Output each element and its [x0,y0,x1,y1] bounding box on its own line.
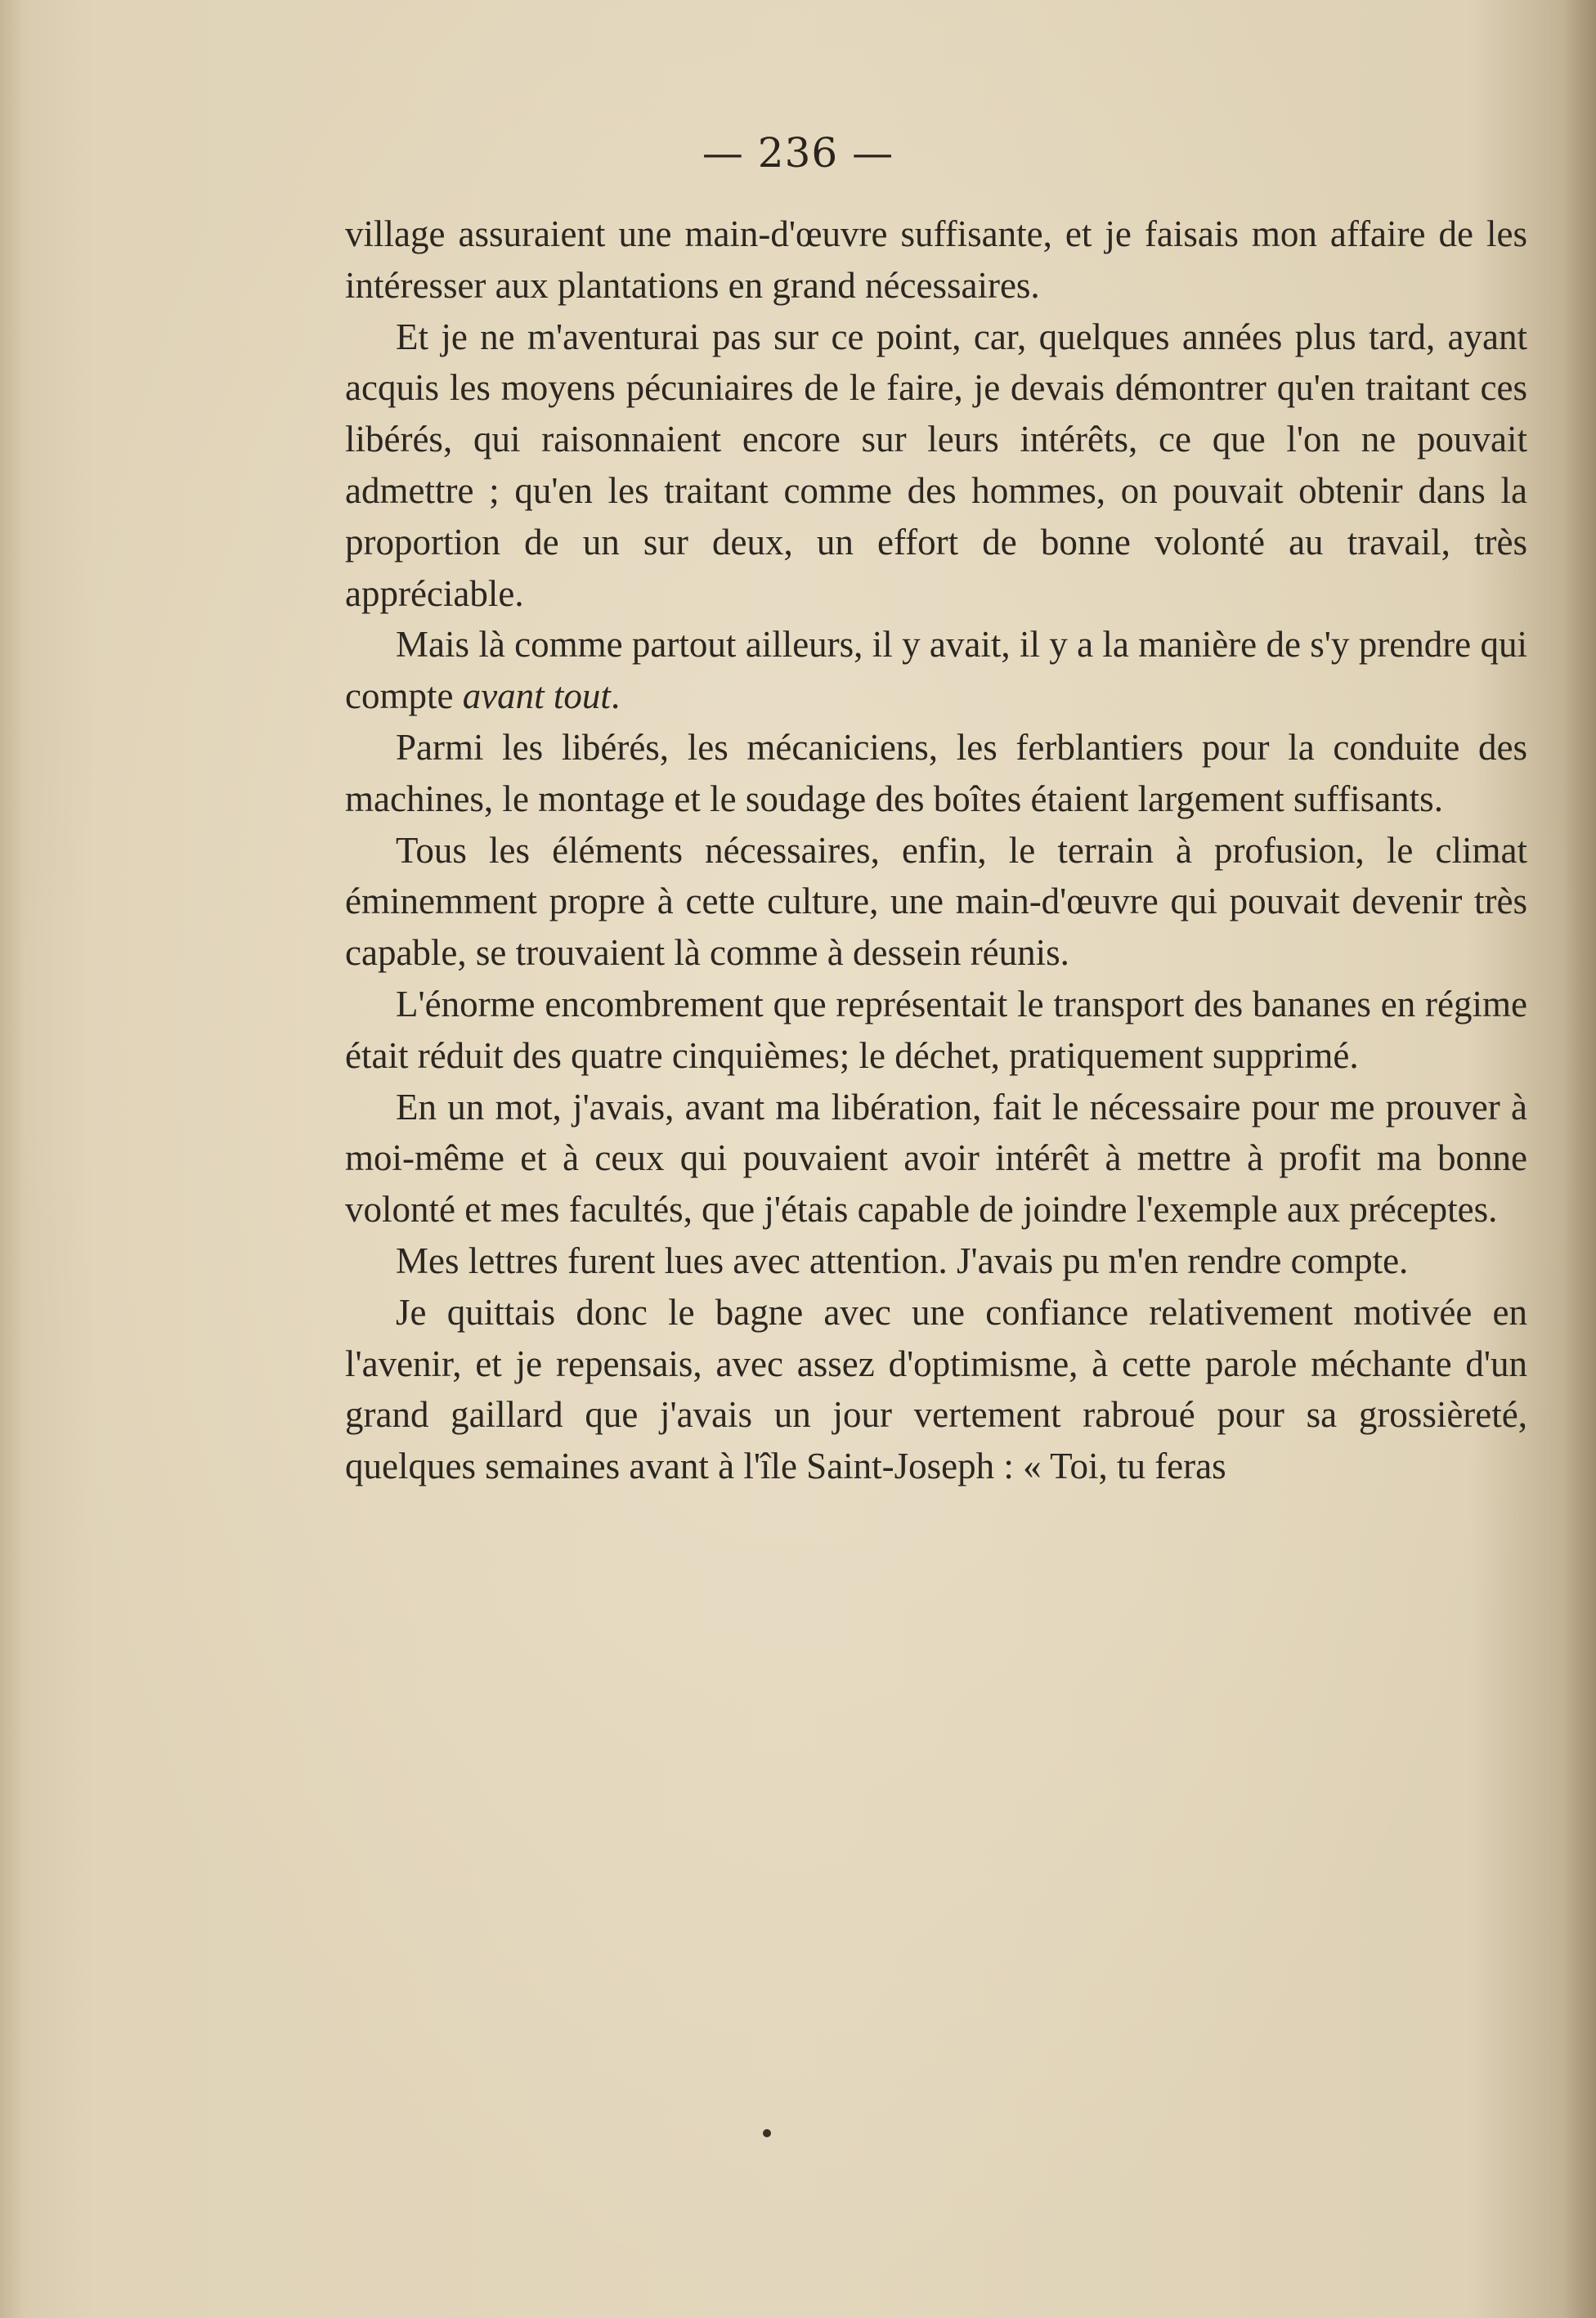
paragraph-6: L'énorme encombrement que représentait le transport des bananes en régime était réduit des quatre cinquièmes; le déchet, pratiquement supprimé. [345,983,1527,1076]
body-text [345,208,1527,1492]
page-right-shadow [1563,0,1596,2318]
paragraph-7: En un mot, j'avais, avant ma libération, fait le nécessaire pour me prouver à moi-même et à ceux qui pouvaient avoir intérêt à mettre à profit ma bonne volonté et mes facultés, que j'étais capable de joindre l'exemple aux préceptes. [345,1086,1527,1231]
paragraph-3-end: . [610,675,621,717]
paragraph-2: Et je ne m'aventurai pas sur ce point, car, quelques années plus tard, ayant acquis les moyens pécuniaires de le faire, je devais démontrer qu'en traitant ces libérés, qui raisonnaient encore sur leurs intérêts, ce que l'on ne pouvait admettre ; qu'en les traitant comme des hommes, on pouvait obtenir dans la proportion de un sur deux, un effort de bonne volonté au travail, très appréciable. [345,316,1527,614]
paragraph-3-emphasis: avant tout [462,675,611,717]
ink-speck [763,2129,771,2137]
paragraph-3 [345,619,1527,722]
paragraph-8: Mes lettres furent lues avec attention. J'avais pu m'en rendre compte. [396,1240,1409,1281]
page-number: — 236 — [702,129,894,177]
paragraph-1: village assuraient une main-d'œuvre suffisante, et je faisais mon affaire de les intéresser aux plantations en grand nécessaires. [345,213,1527,306]
paragraph-4: Parmi les libérés, les mécaniciens, les ferblantiers pour la conduite des machines, le montage et le soudage des boîtes étaient largement suffisants. [345,726,1527,819]
paragraph-3-text: Mais là comme partout ailleurs, il y avait, il y a la manière de s'y prendre qui compte [345,624,1527,717]
paragraph-5: Tous les éléments nécessaires, enfin, le terrain à profusion, le climat éminemment propre à cette culture, une main-d'œuvre qui pouvait devenir très capable, se trouvaient là comme à dessein réunis. [345,829,1527,974]
paragraph-9: Je quittais donc le bagne avec une confiance relativement motivée en l'avenir, et je repensais, avec assez d'optimisme, à cette parole méchante d'un grand gaillard que j'avais un jour vertement rabroué pour sa grossièreté, quelques semaines avant à l'île Saint-Joseph : « Toi, tu feras [345,1291,1527,1487]
page-left-shadow [0,0,25,2318]
